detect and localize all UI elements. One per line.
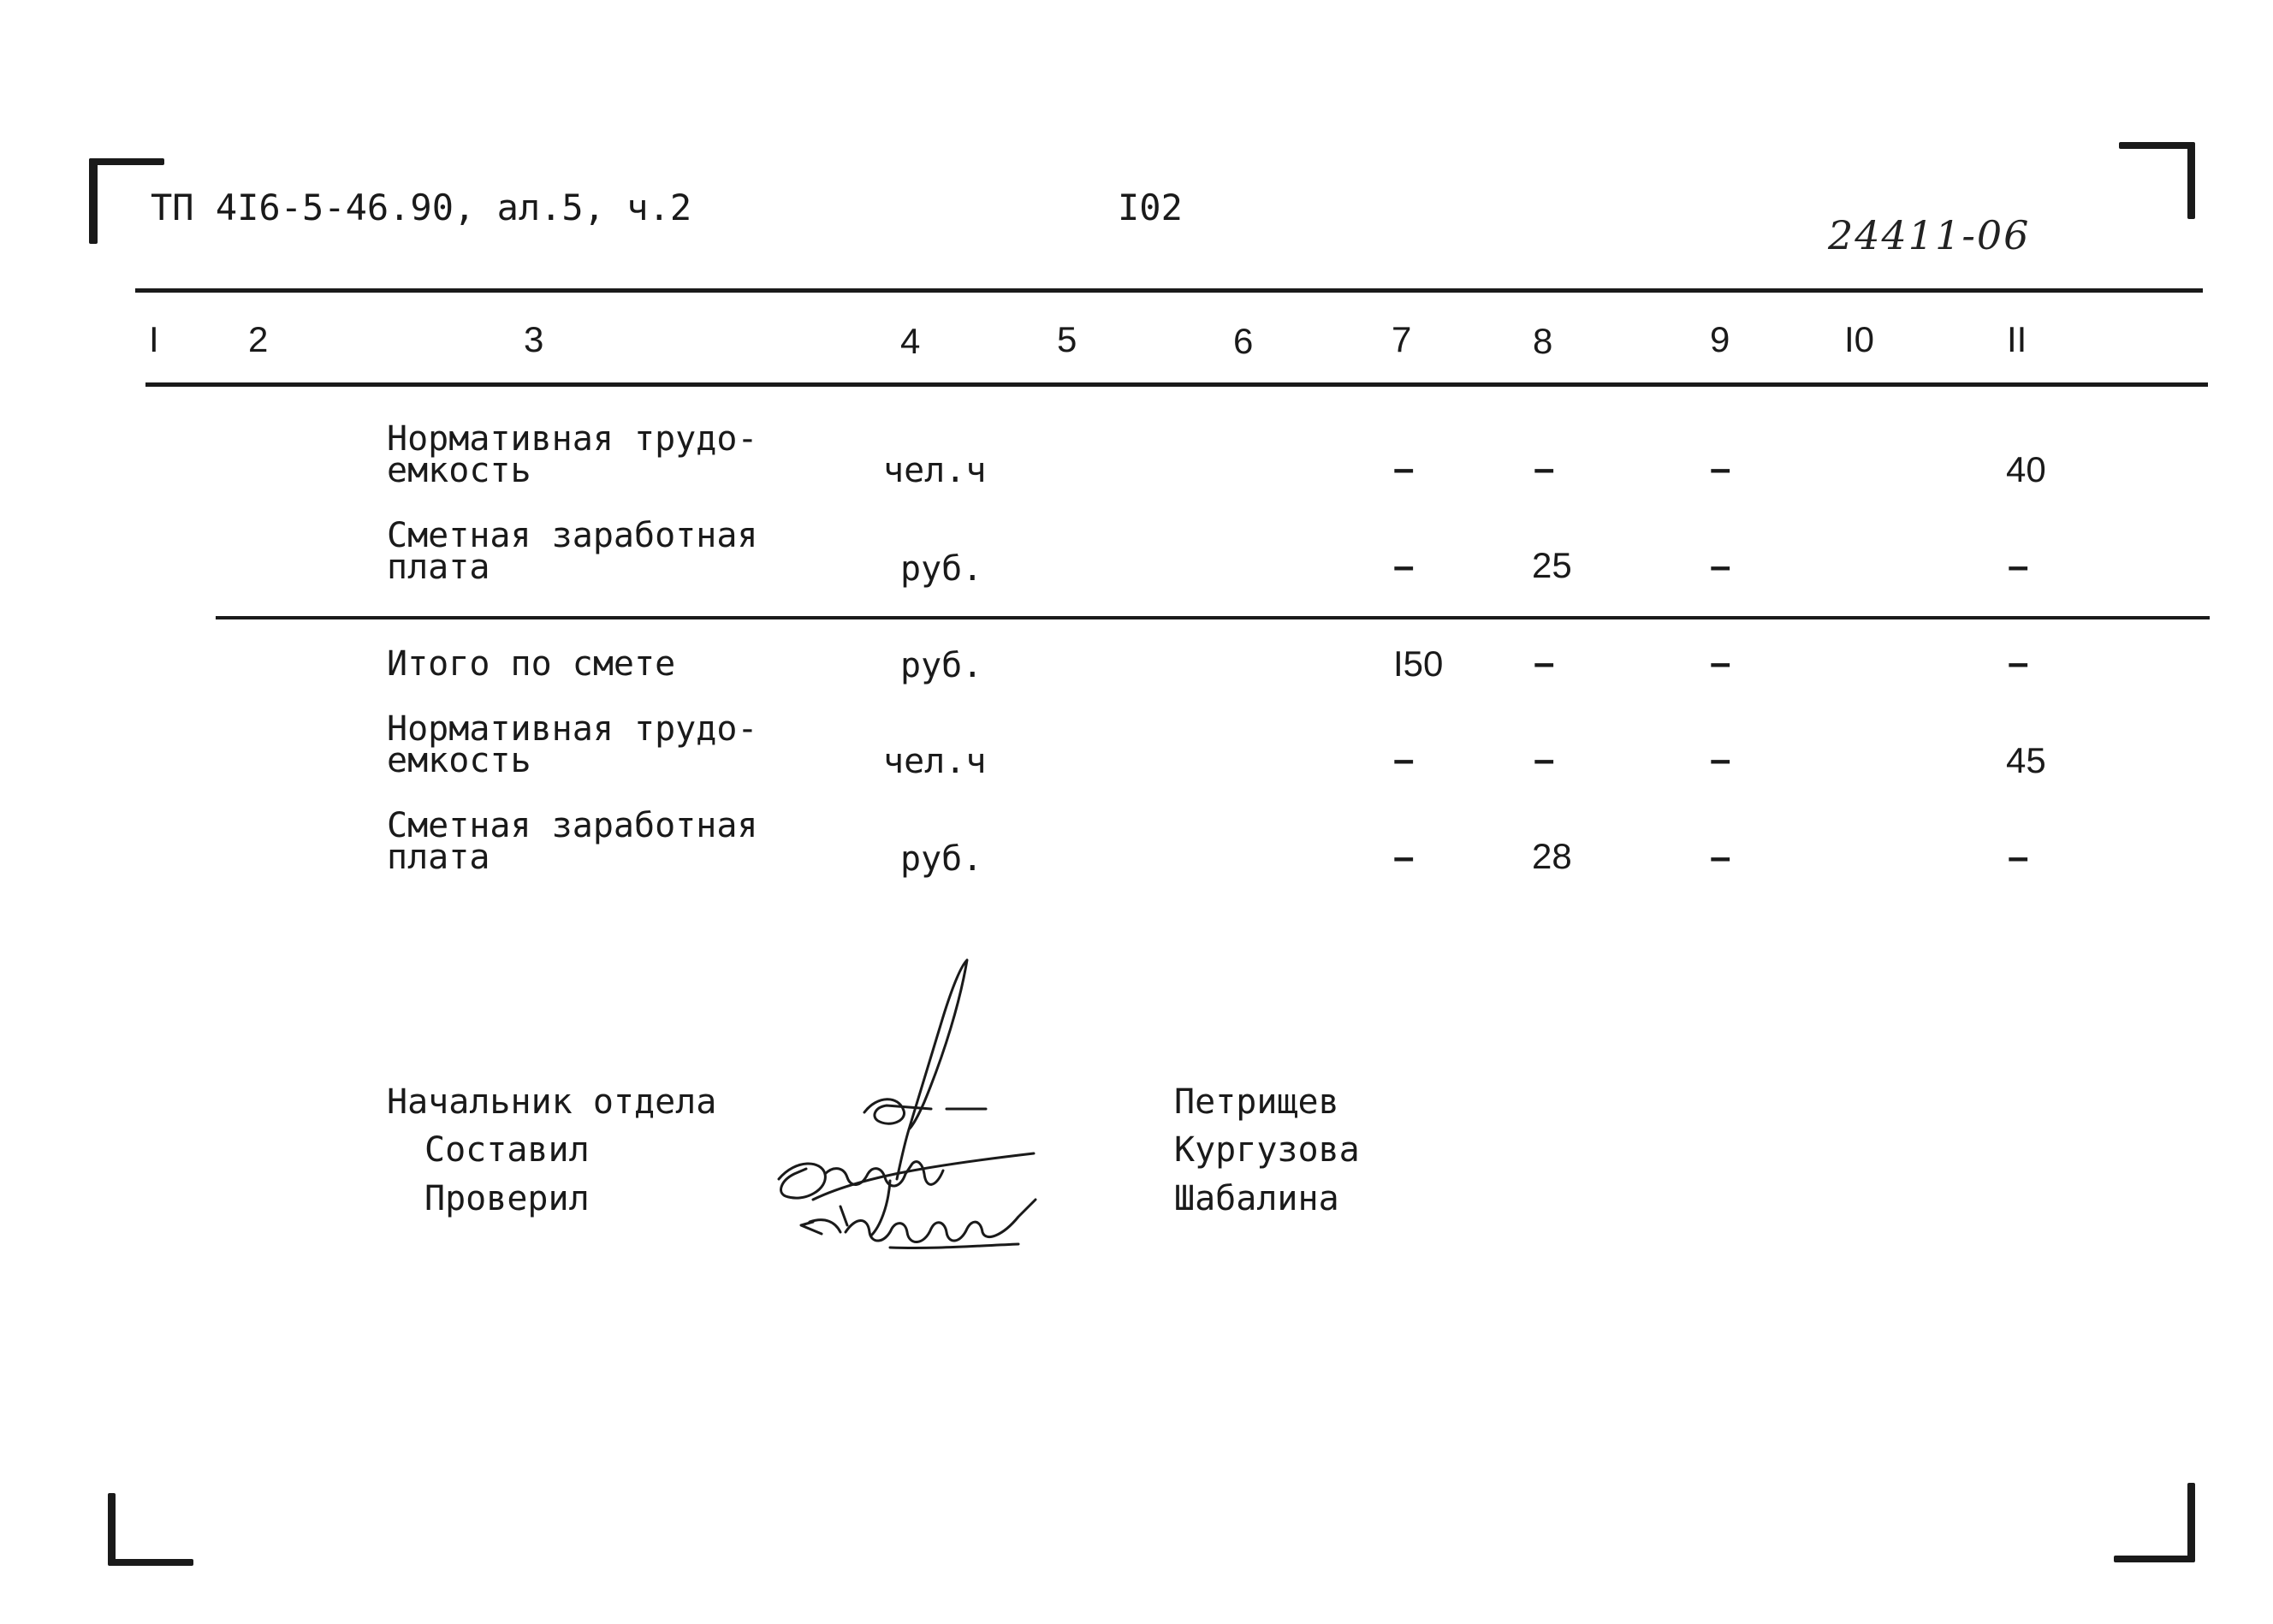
column-header: 7 bbox=[1392, 319, 1412, 359]
row-unit: чел.ч bbox=[883, 742, 987, 781]
cell-col9: – bbox=[1710, 642, 1731, 684]
cell-col11: – bbox=[2008, 642, 2029, 684]
row-label-continued: плата bbox=[387, 838, 490, 877]
row-label-continued: плата bbox=[387, 548, 490, 587]
signatory-name: Петрищев bbox=[1174, 1082, 1339, 1122]
signature-role: Составил bbox=[424, 1130, 590, 1170]
cell-col7: – bbox=[1393, 545, 1415, 587]
cell-col8: 25 bbox=[1532, 545, 1572, 585]
cell-col8: 28 bbox=[1532, 836, 1572, 876]
corner-mark-bottom-left-h bbox=[108, 1559, 193, 1566]
row-unit: чел.ч bbox=[883, 451, 987, 490]
cell-col8: – bbox=[1534, 642, 1555, 684]
signature-role: Проверил bbox=[424, 1179, 590, 1218]
row-label: Нормативная трудо- bbox=[387, 709, 758, 749]
column-header: 3 bbox=[524, 319, 544, 359]
cell-col7: – bbox=[1393, 738, 1415, 780]
corner-mark-bottom-right-h bbox=[2114, 1556, 2194, 1562]
column-header: I0 bbox=[1844, 319, 1875, 359]
row-label: Нормативная трудо- bbox=[387, 419, 758, 459]
row-label: Итого по смете bbox=[387, 644, 676, 684]
cell-col8: – bbox=[1534, 738, 1555, 780]
cell-col11: – bbox=[2008, 836, 2029, 878]
page-number: I02 bbox=[1118, 187, 1183, 228]
signature-role: Начальник отдела bbox=[387, 1082, 717, 1122]
column-header: 4 bbox=[900, 321, 921, 361]
signatory-name: Шабалина bbox=[1174, 1179, 1339, 1218]
column-header: 5 bbox=[1057, 319, 1077, 359]
corner-mark-top-left-h bbox=[89, 158, 164, 165]
cell-col9: – bbox=[1710, 545, 1731, 587]
corner-mark-bottom-left bbox=[108, 1493, 116, 1565]
table-top-rule bbox=[135, 288, 2203, 293]
cell-col9: – bbox=[1710, 738, 1731, 780]
row-unit: руб. bbox=[900, 549, 983, 589]
corner-mark-top-right-h bbox=[2119, 142, 2194, 149]
handwritten-signatures bbox=[762, 950, 1061, 1258]
cell-col7: – bbox=[1393, 447, 1415, 489]
row-label-continued: емкость bbox=[387, 451, 531, 490]
corner-mark-top-left bbox=[89, 158, 98, 244]
row-label: Сметная заработная bbox=[387, 806, 758, 845]
cell-col7: – bbox=[1393, 836, 1415, 878]
column-header: I bbox=[149, 319, 159, 359]
row-unit: руб. bbox=[900, 646, 983, 685]
column-header: 2 bbox=[248, 319, 269, 359]
column-header: 9 bbox=[1710, 319, 1730, 359]
cell-col11: 45 bbox=[2006, 740, 2046, 780]
signatory-name: Кургузова bbox=[1174, 1130, 1360, 1170]
column-header-rule bbox=[145, 382, 2208, 387]
row-label: Сметная заработная bbox=[387, 516, 758, 555]
cell-col7: I50 bbox=[1393, 643, 1444, 684]
corner-mark-top-right bbox=[2187, 142, 2195, 219]
column-header: II bbox=[2007, 319, 2027, 359]
row-unit: руб. bbox=[900, 839, 983, 879]
subtotal-rule bbox=[216, 616, 2210, 619]
corner-mark-bottom-right bbox=[2187, 1483, 2195, 1562]
cell-col9: – bbox=[1710, 836, 1731, 878]
cell-col8: – bbox=[1534, 447, 1555, 489]
cell-col11: 40 bbox=[2006, 449, 2046, 489]
archive-number: 24411-06 bbox=[1828, 212, 2031, 258]
row-label-continued: емкость bbox=[387, 741, 531, 780]
cell-col11: – bbox=[2008, 545, 2029, 587]
column-header: 8 bbox=[1533, 321, 1553, 361]
column-header: 6 bbox=[1233, 321, 1254, 361]
cell-col9: – bbox=[1710, 447, 1731, 489]
document-reference: ТП 4I6-5-46.90, ал.5, ч.2 bbox=[151, 187, 692, 228]
